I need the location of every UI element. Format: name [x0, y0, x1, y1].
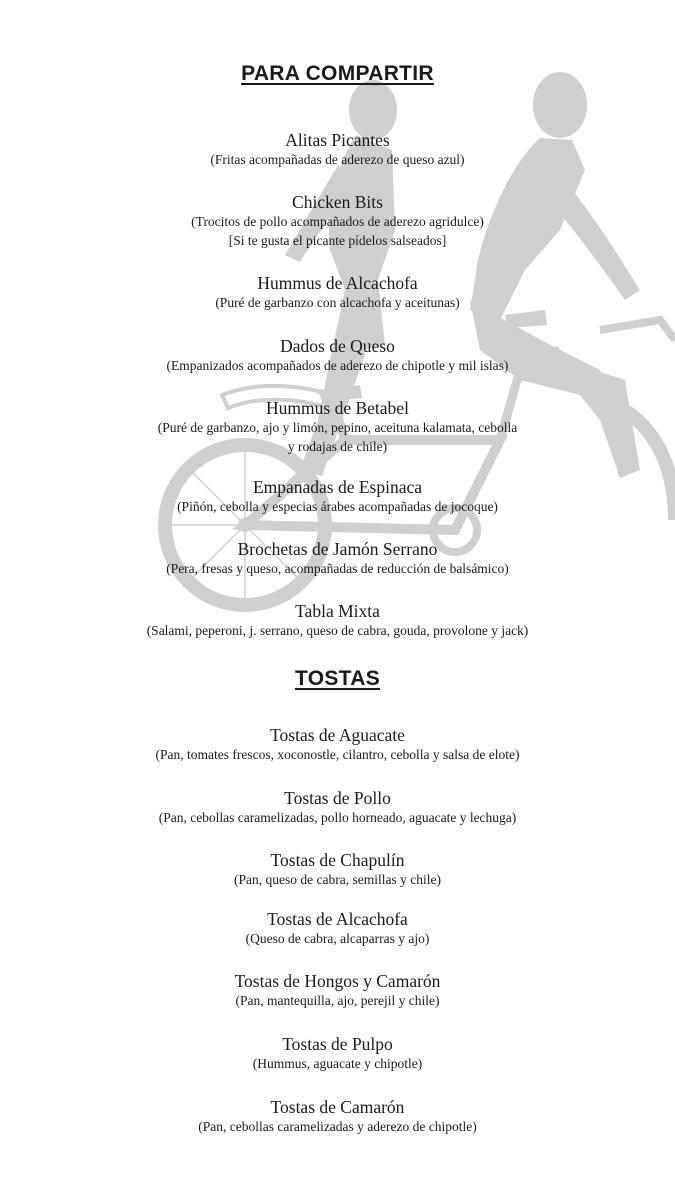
menu-item: [0, 398, 675, 456]
menu-item: [0, 1034, 675, 1073]
section-title-para-compartir: PARA COMPARTIR: [241, 62, 434, 85]
item-name: Tostas de Hongos y Camarón: [234, 971, 441, 991]
item-name: Hummus de Alcachofa: [257, 273, 418, 293]
item-description: (Pan, tomates frescos, xoconostle, cilantro, cebolla y salsa de elote): [155, 747, 520, 762]
item-description: (Hummus, aguacate y chipotle): [252, 1056, 423, 1071]
item-description: (Pan, queso de cabra, semillas y chile): [234, 872, 441, 887]
item-name: Hummus de Betabel: [266, 398, 409, 418]
item-name: Tostas de Pulpo: [282, 1034, 393, 1054]
item-description: (Puré de garbanzo con alcachofa y aceitunas): [215, 295, 460, 310]
menu-item: [0, 788, 675, 827]
item-name: Alitas Picantes: [285, 130, 390, 150]
item-name: Brochetas de Jamón Serrano: [237, 539, 438, 559]
item-name: Empanadas de Espinaca: [252, 477, 423, 497]
item-description: (Piñón, cebolla y especias árabes acompañadas de jocoque): [177, 499, 498, 514]
item-name: Chicken Bits: [292, 192, 383, 212]
item-name: Tostas de Chapulín: [270, 850, 405, 870]
item-description: (Trocitos de pollo acompañados de aderezo agridulce): [191, 214, 484, 229]
menu-item: [0, 192, 675, 250]
menu-item: [0, 539, 675, 578]
item-description: y rodajas de chile): [287, 439, 388, 454]
item-name: Tostas de Pollo: [284, 788, 391, 808]
menu-item: [0, 909, 675, 948]
item-description: (Salami, peperoni, j. serrano, queso de cabra, gouda, provolone y jack): [146, 623, 529, 638]
item-description: (Pera, fresas y queso, acompañadas de reducción de balsámico): [166, 561, 509, 576]
menu-item: [0, 971, 675, 1010]
menu-item: [0, 477, 675, 516]
menu-item: [0, 725, 675, 764]
item-name: Tostas de Alcachofa: [267, 909, 408, 929]
item-name: Dados de Queso: [280, 336, 395, 356]
item-name: Tostas de Camarón: [270, 1097, 405, 1117]
section-title-tostas: TOSTAS: [294, 667, 381, 690]
item-name: Tostas de Aguacate: [270, 725, 405, 745]
menu-item: [0, 850, 675, 889]
item-description: (Puré de garbanzo, ajo y limón, pepino, aceituna kalamata, cebolla: [157, 420, 518, 435]
item-description: (Pan, mantequilla, ajo, perejil y chile): [235, 993, 440, 1008]
menu-item: [0, 273, 675, 312]
item-description: (Pan, cebollas caramelizadas, pollo horneado, aguacate y lechuga): [158, 810, 517, 825]
item-description: (Pan, cebollas caramelizadas y aderezo de chipotle): [198, 1119, 477, 1134]
item-description: (Queso de cabra, alcaparras y ajo): [245, 931, 430, 946]
item-description: (Fritas acompañadas de aderezo de queso azul): [210, 152, 465, 167]
menu-item: [0, 130, 675, 169]
menu-item: [0, 1097, 675, 1136]
item-description: (Empanizados acompañados de aderezo de chipotle y mil islas): [166, 358, 509, 373]
item-name: Tabla Mixta: [295, 601, 380, 621]
menu-item: [0, 336, 675, 375]
item-description: [Si te gusta el picante pídelos salseados]: [228, 233, 447, 248]
menu-item: [0, 601, 675, 640]
